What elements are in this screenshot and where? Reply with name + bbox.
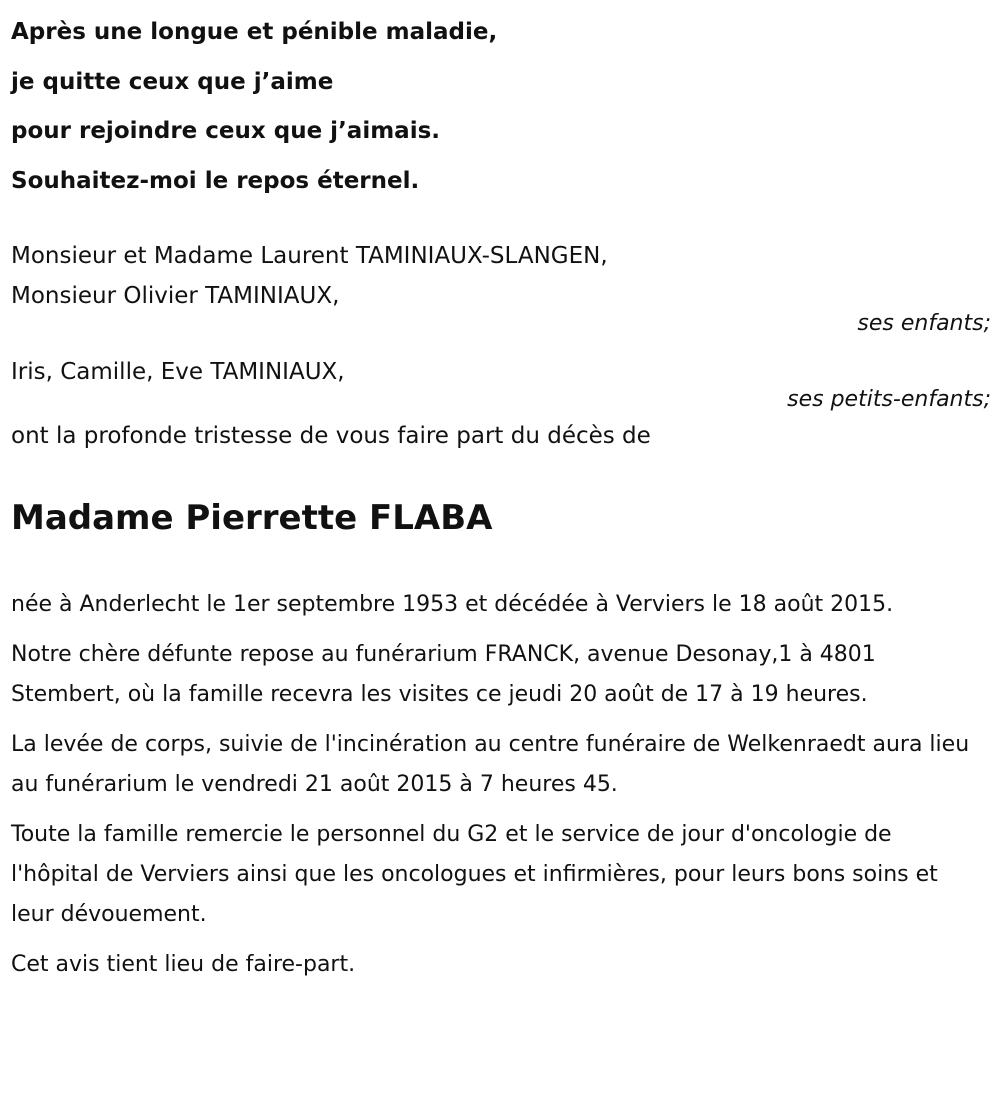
ceremony-paragraph: La levée de corps, suivie de l'incinération au centre funéraire de Welkenraedt aura lieu au funérarium le vendredi 21 août 2015 à 7 heures 45. — [11, 732, 970, 797]
poem-line: pour rejoindre ceux que j’aimais. — [11, 118, 441, 144]
poem-line: Souhaitez-moi le repos éternel. — [11, 167, 420, 194]
family-member: Monsieur Olivier TAMINIAUX, — [11, 283, 340, 309]
children-role-label: ses enfants; — [857, 311, 991, 336]
birth-death-paragraph: née à Anderlecht le 1er septembre 1953 et décédée à Verviers le 18 août 2015. — [11, 592, 894, 617]
deceased-name: Madame Pierrette FLABA — [11, 498, 493, 538]
grandchildren-role-label: ses petits-enfants; — [787, 387, 991, 412]
announcement-intro: ont la profonde tristesse de vous faire part du décès de — [11, 423, 651, 449]
family-member: Monsieur et Madame Laurent TAMINIAUX-SLANGEN, — [11, 243, 608, 269]
poem-line: Après une longue et pénible maladie, — [11, 19, 498, 45]
thanks-paragraph: Toute la famille remercie le personnel du G2 et le service de jour d'oncologie de l'hôpital de Verviers ainsi que les oncologues et infirmières, pour leurs bons soins et leur dévouement. — [11, 822, 938, 927]
family-list — [11, 236, 991, 412]
details-section — [11, 585, 986, 995]
poem-line: je quitte ceux que j’aime — [11, 68, 334, 95]
opening-poem — [11, 8, 991, 206]
family-member: Iris, Camille, Eve TAMINIAUX, — [11, 359, 345, 385]
visitation-paragraph: Notre chère défunte repose au funérarium FRANCK, avenue Desonay,1 à 4801 Stembert, où la famille recevra les visites ce jeudi 20 août de 17 à 19 heures. — [11, 642, 876, 707]
notice-paragraph: Cet avis tient lieu de faire-part. — [11, 952, 356, 977]
